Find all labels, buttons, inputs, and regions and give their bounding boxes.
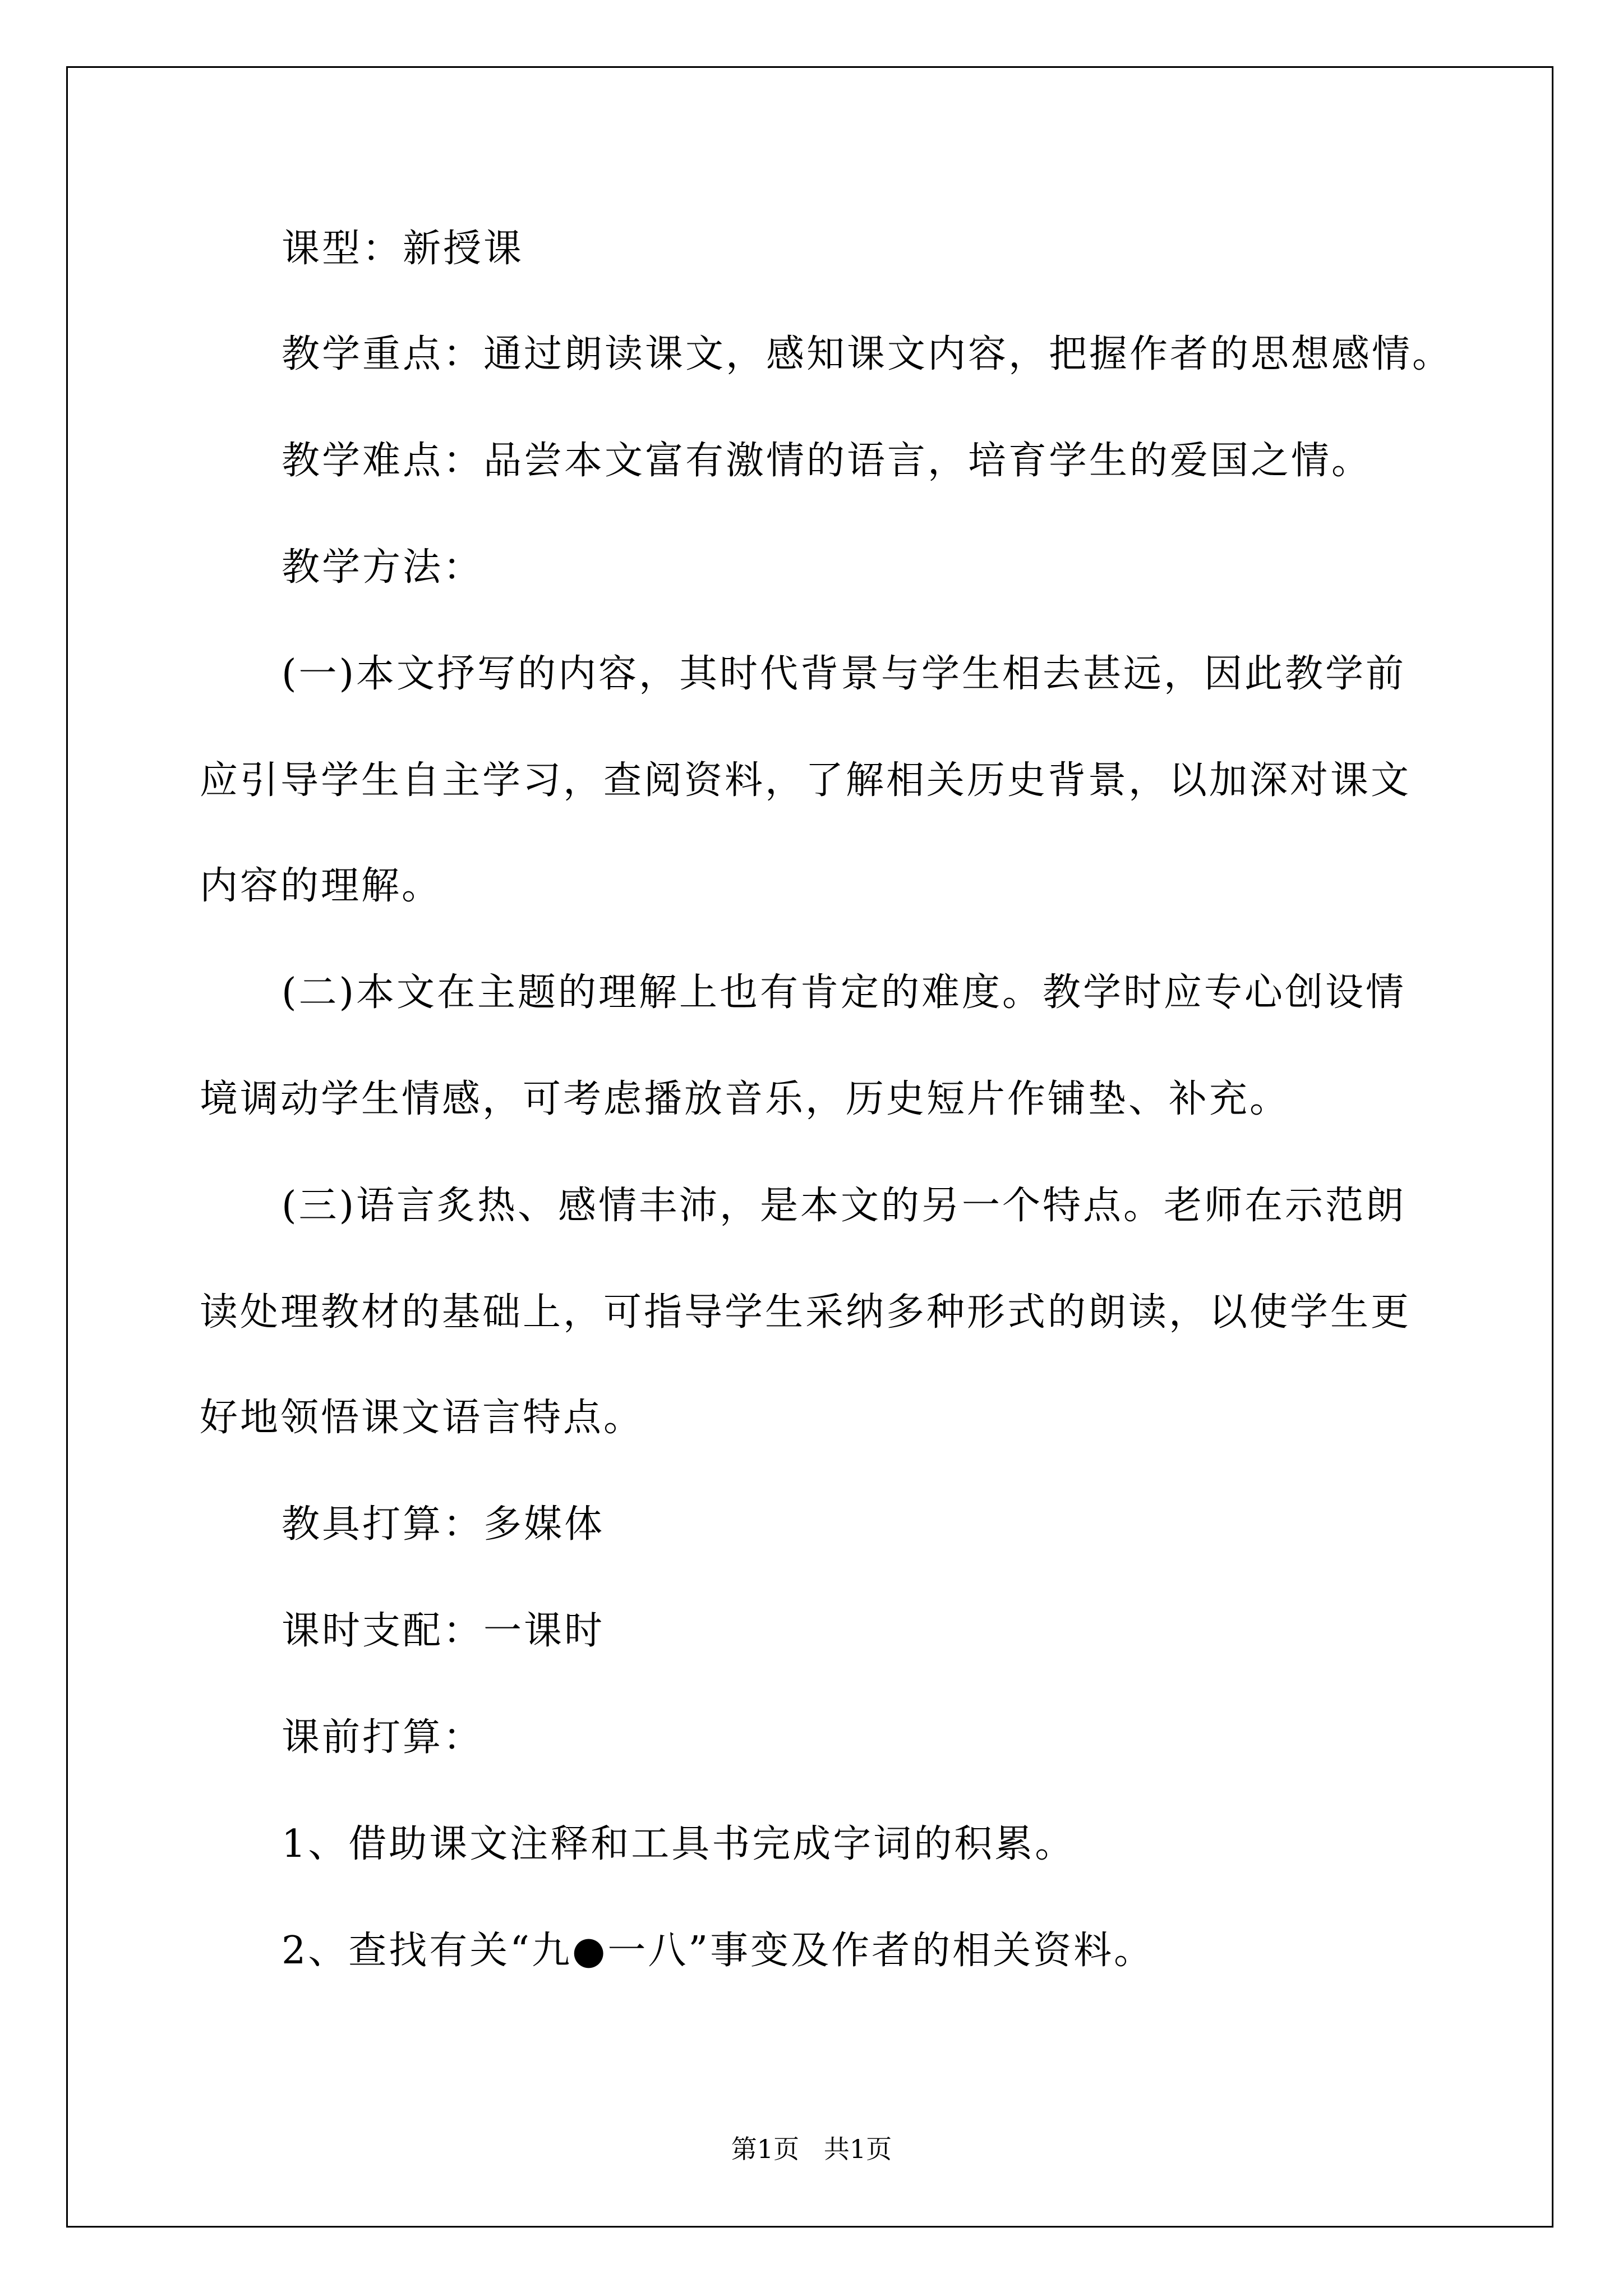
method-1-line-1: (一)本文抒写的内容，其时代背景与学生相去甚远，因此教学前 bbox=[282, 652, 1407, 696]
teaching-difficulty-line: 教学难点：品尝本文富有激情的语言，培育学生的爱国之情。 bbox=[282, 439, 1372, 483]
method-2-line-1: (二)本文在主题的理解上也有肯定的难度。教学时应专心创设情 bbox=[282, 970, 1407, 1015]
method-1-line-2: 应引导学生自主学习，查阅资料，了解相关历史背景，以加深对课文 bbox=[200, 758, 1412, 803]
lesson-type-line: 课型：新授课 bbox=[282, 227, 524, 271]
page-footer: 第1页 共1页 bbox=[731, 2134, 892, 2164]
method-3-line-3: 好地领悟课文语言特点。 bbox=[200, 1396, 644, 1440]
teaching-aids-line: 教具打算：多媒体 bbox=[282, 1502, 605, 1547]
pre-class-item-1: 1、借助课文注释和工具书完成字词的积累。 bbox=[282, 1822, 1076, 1866]
pre-class-item-2: 2、查找有关“九●一八”事变及作者的相关资料。 bbox=[282, 1929, 1155, 1973]
teaching-focus-line: 教学重点：通过朗读课文，感知课文内容，把握作者的思想感情。 bbox=[282, 332, 1453, 376]
method-3-line-1: (三)语言炙热、感情丰沛，是本文的另一个特点。老师在示范朗 bbox=[282, 1184, 1407, 1228]
method-1-line-3: 内容的理解。 bbox=[200, 864, 442, 908]
pre-class-heading: 课前打算： bbox=[282, 1715, 484, 1760]
method-3-line-2: 读处理教材的基础上，可指导学生采纳多种形式的朗读，以使学生更 bbox=[200, 1290, 1412, 1335]
class-hours-line: 课时支配：一课时 bbox=[282, 1609, 605, 1653]
method-2-line-2: 境调动学生情感，可考虑播放音乐，历史短片作铺垫、补充。 bbox=[200, 1077, 1290, 1121]
teaching-method-heading: 教学方法： bbox=[282, 545, 484, 590]
page-border bbox=[66, 66, 1553, 2228]
